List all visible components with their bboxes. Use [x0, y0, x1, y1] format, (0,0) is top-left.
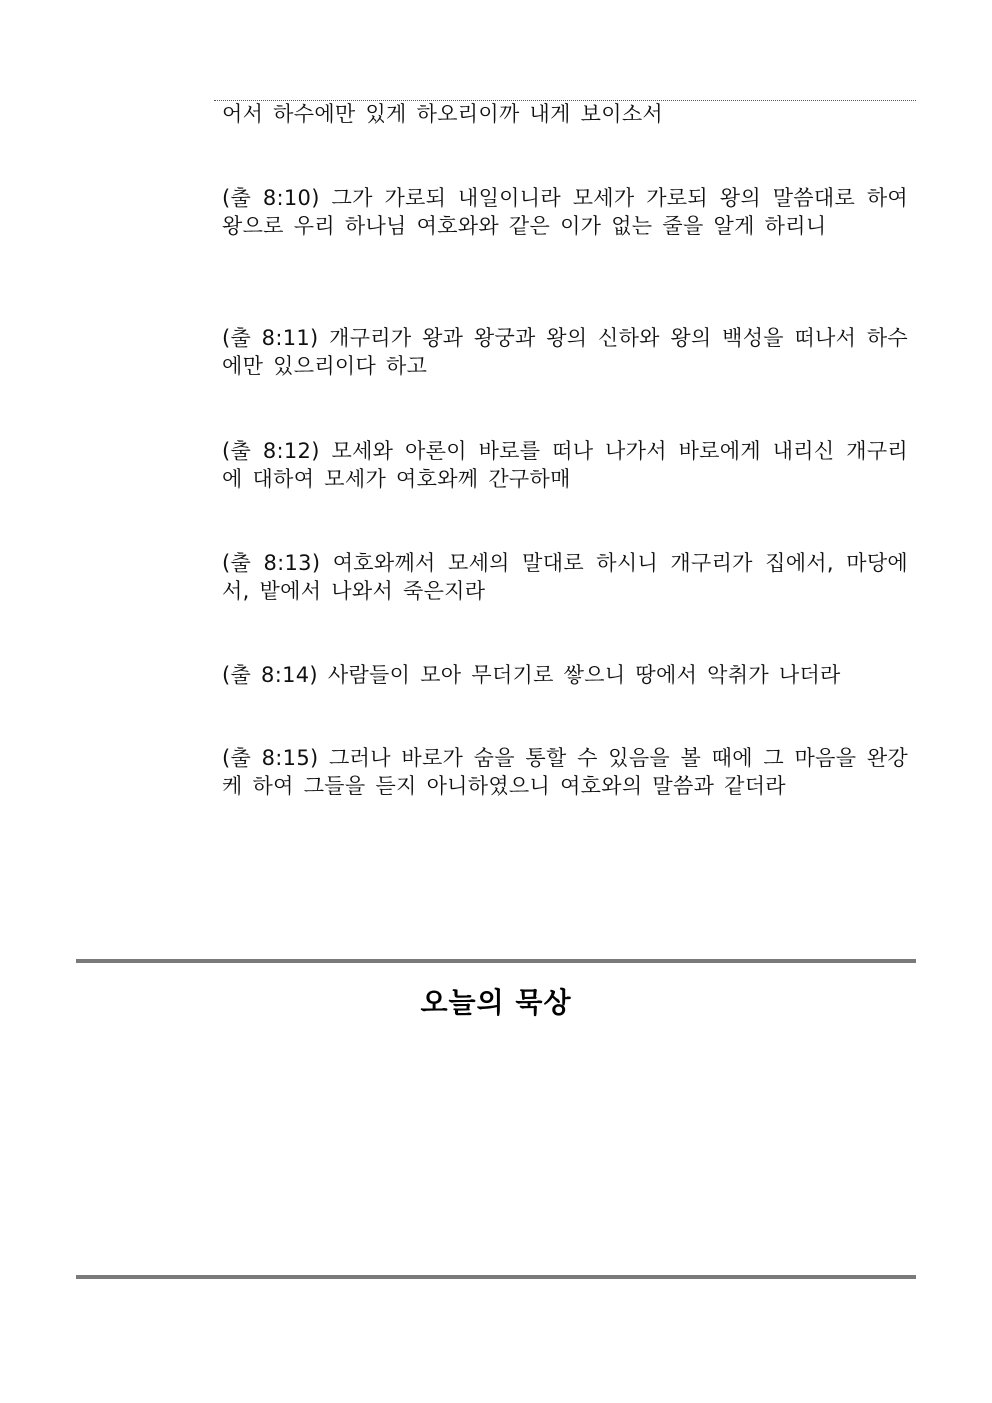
verse-text: 모세와 아론이 바로를 떠나 나가서 바로에게 내리신 개구리에 대하여 모세가 여호와께 간구하매 — [222, 439, 909, 491]
verse-text: 사람들이 모아 무더기로 쌓으니 땅에서 악취가 나더라 — [327, 663, 841, 687]
verse-ref: (출 8:10) — [222, 186, 320, 210]
verse-ref: (출 8:14) — [222, 663, 318, 687]
verse-ref: (출 8:13) — [222, 551, 321, 575]
verse-ref: (출 8:11) — [222, 326, 319, 350]
meditation-bottom-rule — [76, 1275, 916, 1279]
verse-8-11 — [222, 324, 908, 380]
verse-text: 그가 가로되 내일이니라 모세가 가로되 왕의 말씀대로 하여 왕으로 우리 하나님 여호와와 같은 이가 없는 줄을 알게 하리니 — [222, 186, 909, 238]
meditation-title: 오늘의 묵상 — [420, 986, 572, 1019]
verse-8-10 — [222, 184, 908, 240]
verse-text: 그러나 바로가 숨을 통할 수 있음을 볼 때에 그 마음을 완강케 하여 그들을 듣지 아니하였으니 여호와의 말씀과 같더라 — [222, 746, 909, 798]
verse-continuation-text: 어서 하수에만 있게 하오리이까 내게 보이소서 — [222, 102, 664, 126]
verse-8-12 — [222, 437, 908, 493]
verse-8-15 — [222, 744, 908, 800]
verse-continuation — [222, 100, 908, 128]
verse-8-14 — [222, 661, 908, 689]
verse-text: 여호와께서 모세의 말대로 하시니 개구리가 집에서, 마당에서, 밭에서 나와서 죽은지라 — [222, 551, 909, 603]
verse-ref: (출 8:15) — [222, 746, 319, 770]
verse-8-13 — [222, 549, 908, 605]
verse-text: 개구리가 왕과 왕궁과 왕의 신하와 왕의 백성을 떠나서 하수에만 있으리이다 하고 — [222, 326, 908, 378]
meditation-top-rule — [76, 959, 916, 963]
verse-ref: (출 8:12) — [222, 439, 320, 463]
